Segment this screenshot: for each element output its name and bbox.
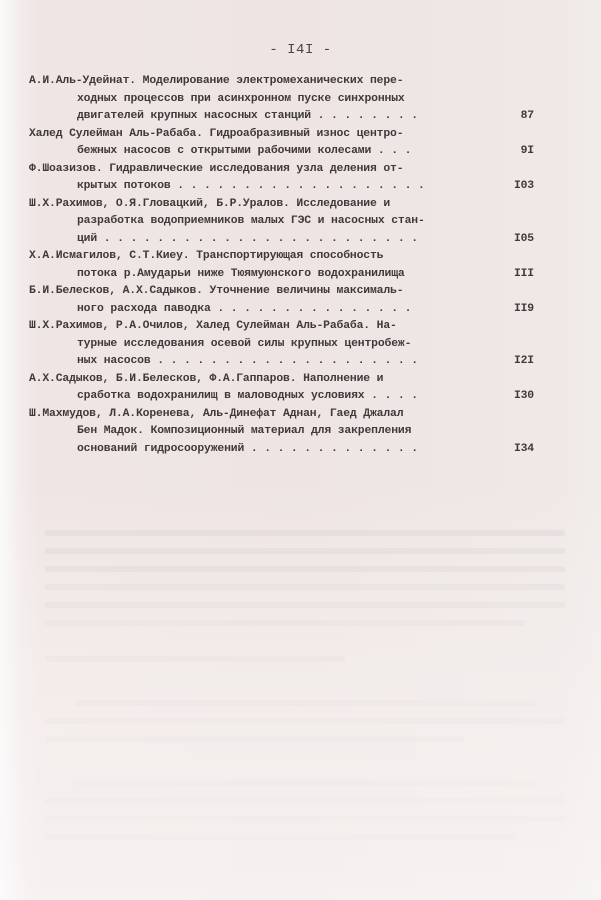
bleed-through-line [45, 798, 565, 804]
toc-entry [29, 161, 534, 196]
page-reference: I34 [513, 442, 534, 455]
entry-line: Б.И.Белесков, А.Х.Садыков. Уточнение величины максималь- [29, 285, 404, 297]
bleed-through-line [45, 834, 515, 840]
bleed-through-line [45, 566, 565, 572]
entry-line: Халед Сулейман Аль-Рабаба. Гидроабразивный износ центро- [29, 127, 404, 140]
bleed-through-line [45, 584, 565, 590]
entry-line: Ш.Х.Рахимов, Р.А.Очилов, Халед Сулейман Аль-Рабаба. На- [29, 320, 397, 332]
page-reference: I03 [513, 180, 534, 192]
bleed-through-line [45, 816, 565, 822]
toc-entry [29, 248, 534, 283]
bleed-through-line [45, 530, 565, 536]
bleed-through-line [45, 548, 565, 554]
page-reference: II9 [513, 302, 534, 315]
table-of-contents [29, 73, 534, 458]
entry-line: ций . . . . . . . . . . . . . . . . . . . . . . . . [77, 232, 418, 245]
page-number: - I4I - [269, 42, 332, 58]
bleed-through-line [75, 780, 535, 786]
page-reference: I30 [513, 390, 534, 402]
entry-line: Ш.Махмудов, Л.А.Коренева, Аль-Динефат Аднан, Гаед Джалал [29, 407, 404, 420]
entry-line: сработка водохранилищ в маловодных условиях . . . . [77, 390, 418, 402]
bleed-through-line [45, 602, 565, 608]
page-reference: III [513, 267, 534, 280]
toc-entry [29, 283, 534, 318]
entry-line: потока р.Амударьи ниже Тюямуюнского водохранилища [77, 267, 405, 280]
entry-line: А.И.Аль-Удейнат. Моделирование электромеханических пере- [29, 75, 404, 87]
entry-line: Бен Мадок. Композиционный материал для закрепления [77, 425, 412, 437]
toc-entry [29, 406, 534, 459]
bleed-through-line [45, 656, 345, 662]
toc-entry [29, 318, 534, 371]
entry-line: разработка водоприемников малых ГЭС и насосных стан- [77, 215, 425, 227]
page-reference: 87 [520, 110, 534, 122]
entry-line: ного расхода паводка . . . . . . . . . . . . . . . [77, 302, 412, 315]
entry-line: Х.А.Исмагилов, С.Т.Киеу. Транспортирующая способность [29, 250, 384, 262]
entry-line: крытых потоков . . . . . . . . . . . . . . . . . . . [77, 180, 425, 192]
page-reference: I2I [513, 355, 534, 367]
toc-entry [29, 126, 534, 161]
entry-line: двигателей крупных насосных станций . . . . . . . . [77, 110, 418, 122]
page-reference: 9I [520, 145, 534, 157]
toc-entry [29, 73, 534, 126]
entry-line: Ш.Х.Рахимов, О.Я.Гловацкий, Б.Р.Уралов. Исследование и [29, 197, 391, 210]
toc-entry [29, 196, 534, 249]
entry-line: А.Х.Садыков, Б.И.Белесков, Ф.А.Гаппаров. Наполнение и [29, 372, 384, 385]
entry-line: ных насосов . . . . . . . . . . . . . . . . . . . . [77, 355, 418, 367]
entry-line: турные исследования осевой силы крупных центробеж- [77, 337, 412, 350]
bleed-through-line [45, 620, 525, 626]
bleed-through-line [45, 736, 465, 742]
bleed-through-line [45, 718, 565, 724]
entry-line: ходных процессов при асинхронном пуске синхронных [77, 92, 405, 105]
toc-entry [29, 371, 534, 406]
entry-line: бежных насосов с открытыми рабочими колесами . . . [77, 145, 412, 157]
entry-line: оснований гидросооружений . . . . . . . . . . . . . [77, 442, 418, 455]
bleed-through-line [75, 700, 535, 706]
entry-line: Ф.Шоазизов. Гидравлические исследования узла деления от- [29, 162, 404, 175]
page-reference: I05 [513, 232, 534, 245]
